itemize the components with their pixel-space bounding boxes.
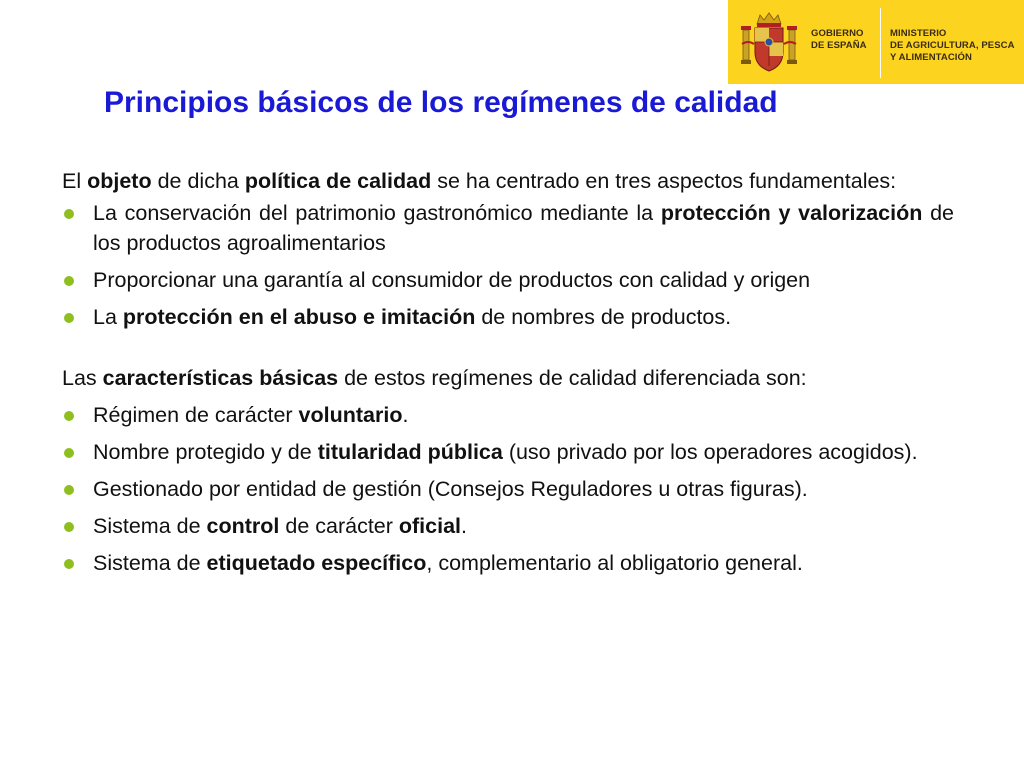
list-item (62, 265, 954, 295)
bold-text: características básicas (102, 366, 339, 390)
text: El (62, 169, 88, 193)
text: Nombre protegido y de (93, 440, 318, 464)
text: La conservación del patrimonio gastronómico mediante la (93, 201, 661, 225)
list-item-text (93, 551, 803, 575)
text: . (461, 514, 468, 538)
list-item-text (93, 477, 808, 501)
text: se ha centrado en tres aspectos fundamentales: (431, 169, 897, 193)
bullet-icon (64, 209, 74, 219)
bullet-icon (64, 522, 74, 532)
banner-divider (880, 8, 881, 78)
bold-text: política de calidad (244, 169, 432, 193)
text: Gestionado por entidad de gestión (Consejos Reguladores u otras figuras). (93, 477, 808, 501)
slide-content (62, 166, 954, 578)
gov-line: GOBIERNO (811, 28, 864, 39)
bold-text: voluntario (298, 403, 403, 427)
list-item (62, 511, 954, 541)
section-1-intro (62, 166, 954, 196)
text: . (402, 403, 409, 427)
ministry-name (890, 28, 1015, 64)
bullet-icon (64, 411, 74, 421)
coat-of-arms-icon (740, 10, 798, 74)
section-2-list (62, 400, 954, 578)
list-item-text (93, 201, 954, 255)
bold-text: objeto (87, 169, 152, 193)
bullet-icon (64, 485, 74, 495)
text: Sistema de (93, 551, 207, 575)
list-item (62, 474, 954, 504)
text: de los productos agroalimentarios (93, 201, 955, 255)
list-item (62, 400, 954, 430)
text: de dicha (151, 169, 245, 193)
bold-text: protección y valorización (660, 201, 923, 225)
list-item (62, 437, 954, 467)
ministry-line: DE AGRICULTURA, PESCA (890, 40, 1015, 51)
bold-text: protección en el abuso e imitación (122, 305, 476, 329)
text: (uso privado por los operadores acogidos). (502, 440, 918, 464)
ministry-line: MINISTERIO (890, 28, 947, 39)
text: Régimen de carácter (93, 403, 299, 427)
government-name (811, 28, 867, 52)
bullet-icon (64, 559, 74, 569)
section-2-intro (62, 363, 954, 393)
text: , complementario al obligatorio general. (426, 551, 803, 575)
list-item-text (93, 305, 731, 329)
bold-text: titularidad pública (317, 440, 503, 464)
list-item-text (93, 403, 408, 427)
bullet-icon (64, 313, 74, 323)
text: Sistema de (93, 514, 207, 538)
government-banner (728, 0, 1024, 84)
bullet-icon (64, 448, 74, 458)
text: Proporcionar una garantía al consumidor de productos con calidad y origen (93, 268, 811, 292)
gov-line: DE ESPAÑA (811, 40, 867, 51)
page-title: Principios básicos de los regímenes de calidad (104, 86, 778, 119)
section-1-list (62, 198, 954, 332)
bold-text: oficial (398, 514, 462, 538)
text: de nombres de productos. (475, 305, 732, 329)
text: Las (62, 366, 103, 390)
list-item (62, 302, 954, 332)
text: La (93, 305, 123, 329)
list-item (62, 198, 954, 258)
text: de carácter (279, 514, 399, 538)
list-item-text (93, 268, 810, 292)
list-item-text (93, 440, 918, 464)
list-item-text (93, 514, 467, 538)
list-item (62, 548, 954, 578)
text: de estos regímenes de calidad diferenciada son: (338, 366, 807, 390)
ministry-line: Y ALIMENTACIÓN (890, 52, 972, 63)
bold-text: etiquetado específico (206, 551, 427, 575)
bold-text: control (206, 514, 280, 538)
bullet-icon (64, 276, 74, 286)
section-gap (62, 332, 954, 363)
